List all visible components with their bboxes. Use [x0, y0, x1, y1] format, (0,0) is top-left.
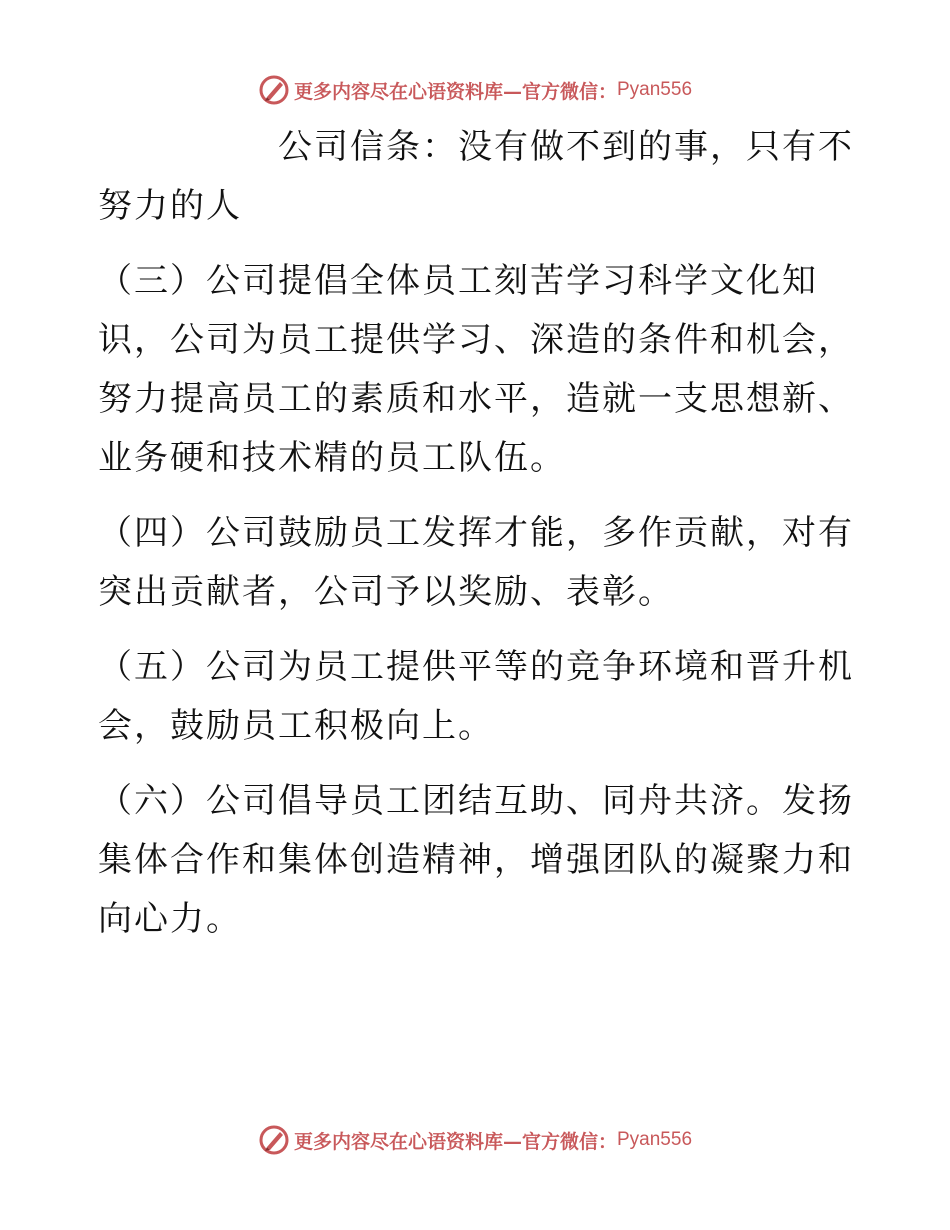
- paragraph-item-5: （五）公司为员工提供平等的竞争环境和晋升机会，鼓励员工积极向上。: [98, 647, 854, 746]
- document-body: [98, 118, 858, 965]
- watermark-text: 更多内容尽在心语资料库—官方微信：: [293, 1130, 617, 1153]
- footer-watermark: [0, 1120, 950, 1160]
- paragraph-item-4: （四）公司鼓励员工发挥才能，多作贡献，对有突出贡献者，公司予以奖励、表彰。: [98, 513, 854, 612]
- paragraph-item-3: （三）公司提倡全体员工刻苦学习科学文化知识，公司为员工提供学习、深造的条件和机会，努力提高员工的素质和水平，造就一支思想新、业务硬和技术精的员工队伍。: [98, 261, 854, 478]
- paragraph-item-6: （六）公司倡导员工团结互助、同舟共济。发扬集体合作和集体创造精神，增强团队的凝聚力和向心力。: [98, 781, 854, 939]
- pen-logo-icon: [258, 1124, 290, 1156]
- pen-logo-icon: [258, 74, 290, 106]
- watermark-id: Pyan556: [617, 1129, 693, 1150]
- watermark-text: 更多内容尽在心语资料库—官方微信：: [293, 80, 617, 103]
- header-watermark: [0, 70, 950, 110]
- watermark-id: Pyan556: [617, 79, 693, 100]
- paragraph-creed: 公司信条：没有做不到的事，只有不努力的人: [98, 127, 854, 226]
